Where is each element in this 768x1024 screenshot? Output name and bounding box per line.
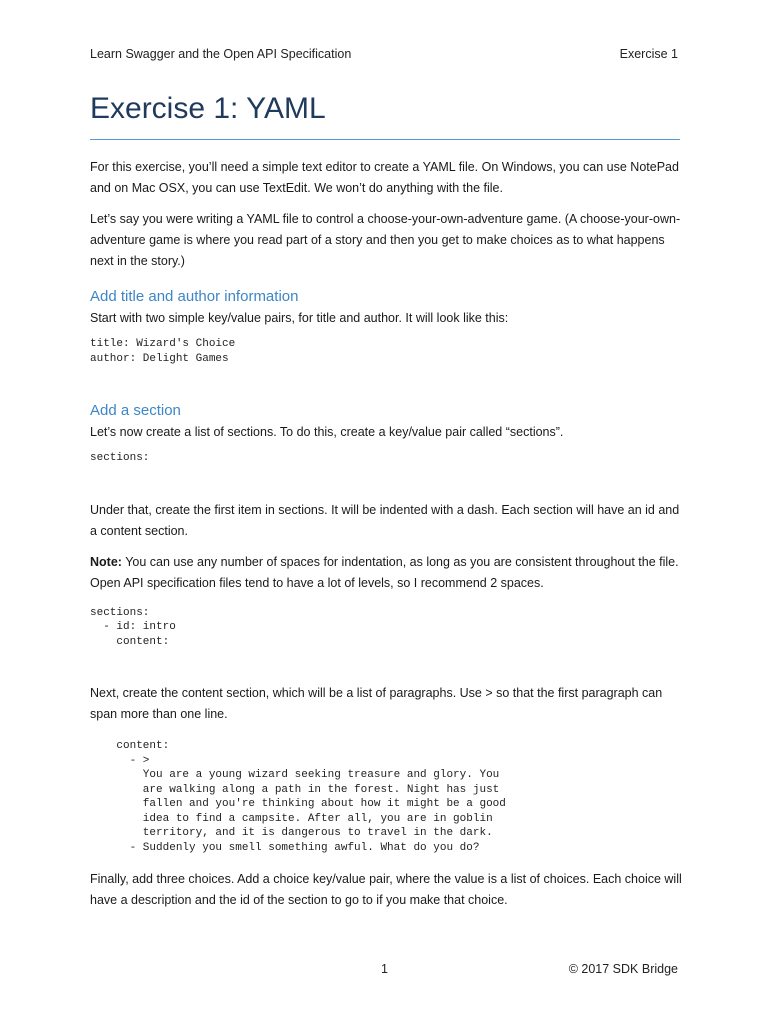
- section2-text-2: Under that, create the first item in sections. It will be indented with a dash. Each section will have an id and a content section.: [90, 502, 680, 538]
- header-exercise: Exercise 1: [619, 47, 678, 61]
- page-title: Exercise 1: YAML: [90, 92, 326, 125]
- copyright-notice: © 2017 SDK Bridge: [568, 962, 678, 976]
- header-title: Learn Swagger and the Open API Specification: [90, 47, 352, 61]
- section2-text-4: Finally, add three choices. Add a choice key/value pair, where the value is a list of choices. Each choice will have a description and the id of the section to go to if you make that choice.: [90, 872, 682, 907]
- note-text: You can use any number of spaces for indentation, as long as you are consistent throughout the file. Open API specification files tend to have a lot of levels, so I recommend 2 spaces.: [90, 554, 679, 590]
- code-sections-intro: sections: - id: intro content:: [90, 606, 176, 648]
- page-number: 1: [381, 962, 388, 976]
- body-content: [90, 157, 682, 921]
- section2-text-3: Next, create the content section, which will be a list of paragraphs. Use > so that the first paragraph can span more than one line.: [90, 686, 663, 721]
- intro-paragraph-1: For this exercise, you’ll need a simple text editor to create a YAML file. On Windows, you can use NotePad and on Mac OSX, you can use TextEdit. We won’t do anything with the file.: [90, 160, 679, 195]
- heading-title-author: Add title and author information: [90, 288, 299, 305]
- note-label: Note:: [90, 554, 122, 569]
- intro-paragraph-2: Let’s say you were writing a YAML file to control a choose-your-own-adventure game. (A choose-your-own-adventure game is where you read part of a story and then you get to make choices as to what happens next in the story.): [90, 212, 681, 268]
- code-title-author: title: Wizard's Choice author: Delight Games: [90, 338, 236, 365]
- heading-add-section: Add a section: [90, 402, 181, 419]
- note-paragraph: [90, 552, 682, 594]
- code-sections: sections:: [90, 452, 150, 464]
- section1-text: Start with two simple key/value pairs, for title and author. It will look like this:: [90, 311, 509, 325]
- code-content: content: - > You are a young wizard seeking treasure and glory. You are walking along a path in the forest. Night has just fallen and you're thinking about how it might be a good idea to find a campsite. After all, you are in goblin territory, and it is dangerous to travel in the dark. - Suddenly you smell something awful. What do you do?: [116, 740, 506, 854]
- section2-text: Let’s now create a list of sections. To do this, create a key/value pair called “sections”.: [90, 425, 564, 439]
- title-rule: [90, 139, 680, 140]
